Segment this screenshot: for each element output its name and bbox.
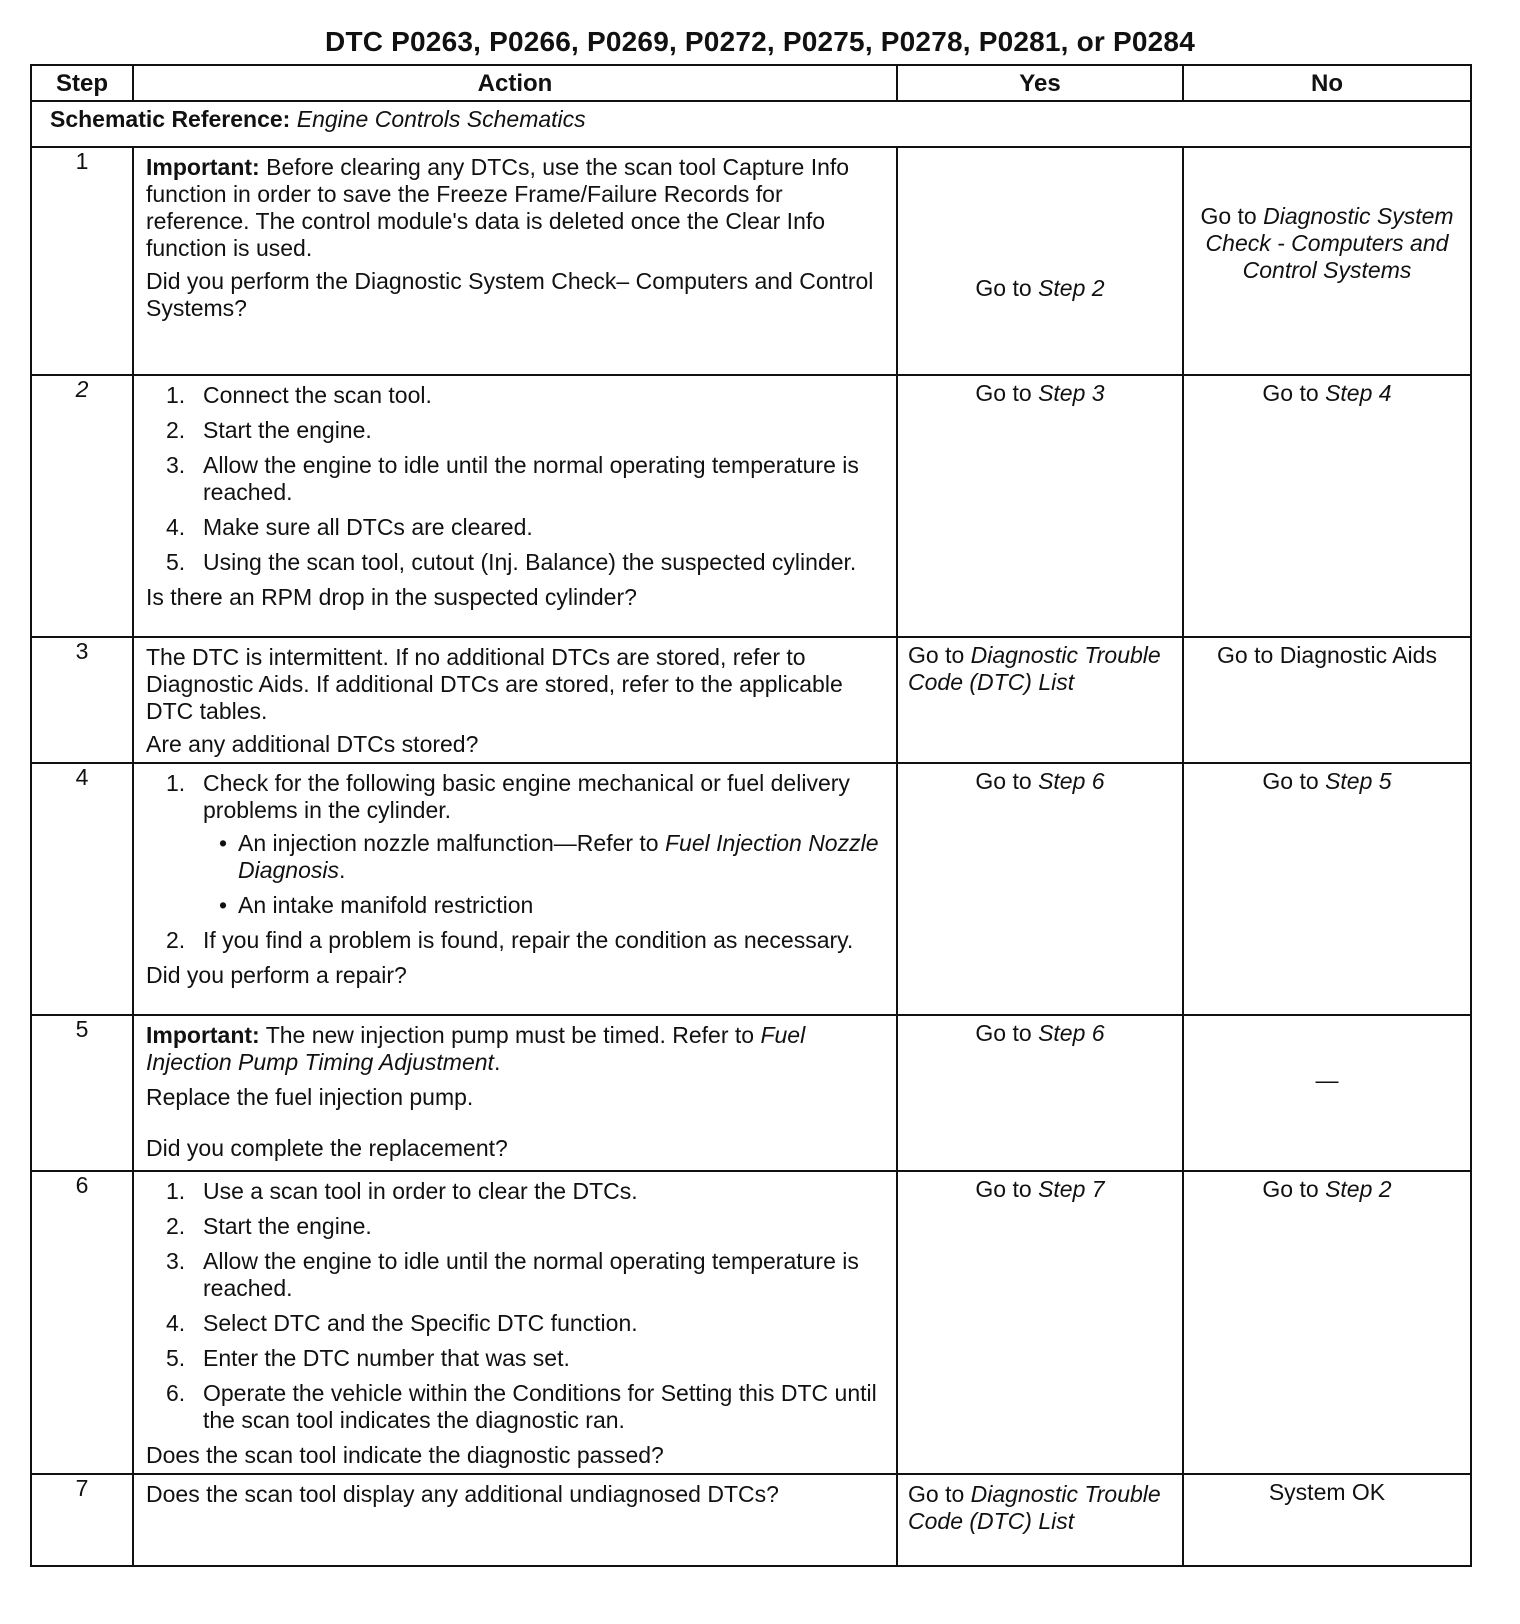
question-text: Is there an RPM drop in the suspected cylinder? (146, 584, 637, 610)
no-text: System OK (1268, 1479, 1386, 1505)
list-item: 6. Operate the vehicle within the Conditions for Setting this DTC until the scan tool indicates the diagnostic ran. (166, 1380, 877, 1433)
action-cell (133, 1474, 897, 1566)
no-prefix: Go to (1200, 202, 1257, 229)
list-item: 2. Start the engine. (166, 417, 372, 443)
yes-prefix: Go to (908, 1481, 965, 1507)
yes-prefix: Go to (975, 1176, 1032, 1202)
list-item: 5. Enter the DTC number that was set. (166, 1345, 570, 1371)
no-cell (1183, 1171, 1471, 1474)
bullet-item: • An injection nozzle malfunction—Refer to Fuel Injection Nozzle Diagnosis. (219, 830, 879, 883)
no-prefix: Go to (1262, 1176, 1319, 1202)
no-prefix: Go to (1262, 380, 1319, 406)
yes-link[interactable]: Step 6 (1038, 768, 1105, 794)
step-number: 7 (31, 1474, 133, 1566)
yes-prefix: Go to (908, 642, 965, 668)
step-number: 5 (31, 1015, 133, 1171)
list-item: 1. Connect the scan tool. (166, 382, 432, 408)
no-cell (1183, 147, 1471, 375)
schematic-row (31, 101, 1471, 147)
table-row-step-6 (31, 1171, 1471, 1474)
yes-prefix: Go to (975, 768, 1032, 794)
yes-link[interactable]: Diagnostic Trouble Code (DTC) List (908, 1481, 1161, 1534)
list-item: 4. Select DTC and the Specific DTC function. (166, 1310, 638, 1336)
no-cell (1183, 637, 1471, 763)
action-cell (133, 147, 897, 375)
list-item: 2. Start the engine. (166, 1213, 372, 1239)
body-text: The DTC is intermittent. If no additional DTCs are stored, refer to Diagnostic Aids. If additional DTCs are stored, refer to the applicable DTC tables. (146, 644, 843, 724)
header-row (31, 65, 1471, 101)
question-text: Did you perform the Diagnostic System Check– Computers and Control Systems? (146, 268, 874, 321)
yes-cell (897, 637, 1183, 763)
header-action: Action (133, 65, 897, 101)
no-cell (1183, 1015, 1471, 1171)
header-no: No (1183, 65, 1471, 101)
question-text: Does the scan tool display any additional undiagnosed DTCs? (146, 1481, 779, 1507)
table-row-step-4 (31, 763, 1471, 1015)
no-link[interactable]: Diagnostic System Check - Computers and Control Systems (1205, 202, 1454, 283)
action-cell (133, 375, 897, 637)
no-text: — (1315, 1066, 1339, 1093)
list-item: 3. Allow the engine to idle until the normal operating temperature is reached. (166, 1248, 859, 1301)
list-item: 5. Using the scan tool, cutout (Inj. Balance) the suspected cylinder. (166, 549, 857, 575)
no-cell (1183, 763, 1471, 1015)
page-title: DTC P0263, P0266, P0269, P0272, P0275, P0278, P0281, or P0284 (325, 26, 1195, 57)
header-yes: Yes (897, 65, 1183, 101)
question-text: Are any additional DTCs stored? (146, 731, 479, 757)
numbered-steps (146, 1178, 884, 1434)
yes-cell (897, 1474, 1183, 1566)
question-text: Did you perform a repair? (146, 962, 407, 988)
schematic-label: Schematic Reference: (50, 106, 291, 132)
yes-cell (897, 1171, 1183, 1474)
bullet-list (203, 830, 884, 919)
yes-link[interactable]: Diagnostic Trouble Code (DTC) List (908, 642, 1161, 695)
step-number: 6 (31, 1171, 133, 1474)
numbered-steps (146, 382, 884, 576)
important-text: The new injection pump must be timed. Refer to (265, 1022, 755, 1048)
action-cell (133, 1171, 897, 1474)
yes-link[interactable]: Step 3 (1038, 380, 1105, 406)
list-item: 3. Allow the engine to idle until the normal operating temperature is reached. (166, 452, 859, 505)
pump-timing-link[interactable]: Fuel Injection Pump Timing Adjustment (146, 1022, 806, 1075)
yes-cell (897, 1015, 1183, 1171)
no-link[interactable]: Step 5 (1325, 768, 1392, 794)
yes-link[interactable]: Step 6 (1038, 1020, 1105, 1046)
step-number: 1 (31, 147, 133, 375)
step-number: 3 (31, 637, 133, 763)
step-number: 4 (31, 763, 133, 1015)
no-prefix: Go to (1262, 768, 1319, 794)
list-item: 2. If you find a problem is found, repair the condition as necessary. (166, 927, 854, 953)
no-text: Go to Diagnostic Aids (1217, 642, 1437, 668)
yes-cell (897, 147, 1183, 375)
table-row-step-7 (31, 1474, 1471, 1566)
no-cell (1183, 1474, 1471, 1566)
yes-prefix: Go to (975, 380, 1032, 406)
question-text: Does the scan tool indicate the diagnostic passed? (146, 1442, 664, 1468)
nozzle-diagnosis-link[interactable]: Fuel Injection Nozzle Diagnosis (238, 830, 879, 883)
no-link[interactable]: Step 4 (1325, 380, 1392, 406)
yes-prefix: Go to (975, 274, 1032, 301)
diagnostic-table (30, 64, 1472, 1567)
schematic-link[interactable]: Engine Controls Schematics (296, 106, 586, 132)
yes-prefix: Go to (975, 1020, 1032, 1046)
step-number: 2 (31, 375, 133, 637)
yes-cell (897, 763, 1183, 1015)
table-row-step-2 (31, 375, 1471, 637)
yes-link[interactable]: Step 7 (1038, 1176, 1105, 1202)
list-item: 1. Use a scan tool in order to clear the DTCs. (166, 1178, 638, 1204)
header-step: Step (31, 65, 133, 101)
yes-cell (897, 375, 1183, 637)
action-cell (133, 763, 897, 1015)
important-note: Important: The new injection pump must be timed. Refer to Fuel Injection Pump Timing Adjustment. (146, 1022, 806, 1075)
list-item: 4. Make sure all DTCs are cleared. (166, 514, 533, 540)
table-row-step-1 (31, 147, 1471, 375)
table-row-step-3 (31, 637, 1471, 763)
action-cell (133, 637, 897, 763)
no-cell (1183, 375, 1471, 637)
important-label: Important: (146, 154, 260, 180)
numbered-steps (146, 770, 884, 954)
question-text: Did you complete the replacement? (146, 1135, 508, 1161)
important-text: Before clearing any DTCs, use the scan tool Capture Info function in order to save the Freeze Frame/Failure Records for reference. The control module's data is deleted once the Clear Info function is used. (146, 154, 850, 261)
action-cell (133, 1015, 897, 1171)
important-label: Important: (146, 1022, 260, 1048)
bullet-item: • An intake manifold restriction (219, 892, 534, 918)
instruction-text: Replace the fuel injection pump. (146, 1084, 474, 1110)
schematic-reference (31, 101, 1471, 147)
important-note (146, 154, 884, 262)
table-row-step-5 (31, 1015, 1471, 1171)
list-item: 1. Check for the following basic engine mechanical or fuel delivery problems in the cylinder. • An injection nozzle malfunction—Refer to Fuel Injection Nozzle Diagnosis. • An intake manifold restriction (146, 770, 884, 919)
yes-link[interactable]: Step 2 (1038, 274, 1105, 301)
no-link[interactable]: Step 2 (1325, 1176, 1392, 1202)
